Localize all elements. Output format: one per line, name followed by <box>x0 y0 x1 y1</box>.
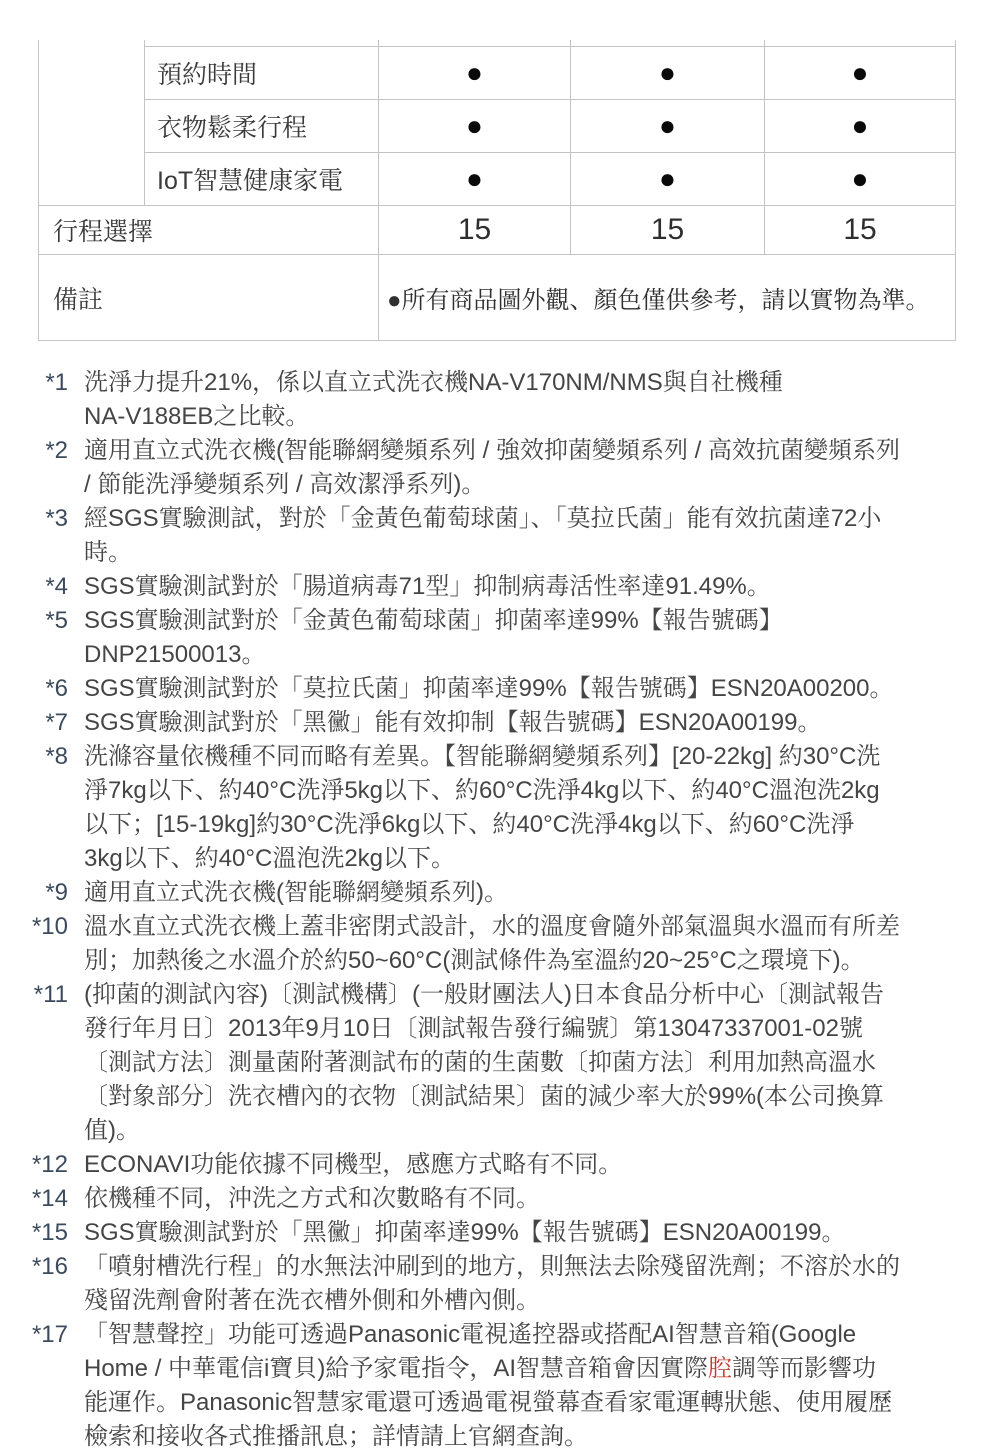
footnote-text <box>84 366 968 434</box>
footnote-line: NA-V188EB之比較。 <box>84 403 310 430</box>
footnote-text <box>84 672 968 706</box>
footnote-text <box>84 1148 968 1182</box>
feature-dot: ● <box>379 153 571 206</box>
footnote-line: (抑菌的測試內容)〔測試機構〕(一般財團法人)日本食品分析中心〔測試報告 <box>84 981 884 1008</box>
footnote-line: 值)。 <box>84 1117 140 1144</box>
footnote-line: 「噴射槽洗行程」的水無法沖刷到的地方，則無法去除殘留洗劑；不溶於水的 <box>84 1253 900 1280</box>
footnote-number: *5 <box>45 607 68 634</box>
footnote-line: 洗淨力提升21%，係以直立式洗衣機NA-V170NM/NMS與自社機種 <box>84 369 783 396</box>
footnote <box>0 706 1000 740</box>
footnote <box>0 570 1000 604</box>
footnote-line: 殘留洗劑會附著在洗衣槽外側和外槽內側。 <box>84 1287 540 1314</box>
spec-comparison-table <box>38 40 956 341</box>
footnote-line: 發行年月日〕2013年9月10日〔測試報告發行編號〕第13047337001-02號 <box>84 1015 863 1042</box>
feature-dot: ● <box>379 47 571 100</box>
program-count-value: 15 <box>571 206 765 255</box>
feature-dot: ● <box>379 100 571 153</box>
footnote-number: *15 <box>31 1219 68 1246</box>
feature-label: 衣物鬆柔行程 <box>145 100 379 153</box>
footnote-line: 時。 <box>84 539 132 566</box>
footnote-line: SGS實驗測試對於「金黃色葡萄球菌」抑菌率達99%【報告號碼】 <box>84 607 783 634</box>
footnote-line: 〔對象部分〕洗衣槽內的衣物〔測試結果〕菌的減少率大於99%(本公司換算 <box>84 1083 885 1110</box>
footnote-line: 洗滌容量依機種不同而略有差異。【智能聯網變頻系列】[20-22kg] 約30°C洗 <box>84 743 881 770</box>
program-count-value: 15 <box>379 206 571 255</box>
feature-dot: ● <box>765 153 956 206</box>
footnote-text <box>84 1216 968 1250</box>
footnote-line: ECONAVI功能依據不同機型，感應方式略有不同。 <box>84 1151 623 1178</box>
footnote <box>0 502 1000 570</box>
footnote-line: 淨7kg以下、約40°C洗淨5kg以下、約60°C洗淨4kg以下、約40°C溫泡洗2kg <box>84 777 880 804</box>
footnote-line: / 節能洗淨變頻系列 / 高效潔淨系列)。 <box>84 471 486 498</box>
program-count-label: 行程選擇 <box>39 206 379 255</box>
footnote-text <box>84 876 968 910</box>
footnote-number: *12 <box>31 1151 68 1178</box>
feature-dot: ● <box>571 47 765 100</box>
footnote-text <box>84 604 968 672</box>
footnote-line: 適用直立式洗衣機(智能聯網變頻系列 / 強效抑菌變頻系列 / 高效抗菌變頻系列 <box>84 437 900 464</box>
footnote-text <box>84 1182 968 1216</box>
footnote <box>0 1148 1000 1182</box>
footnote <box>0 910 1000 978</box>
footnote-line: 3kg以下、約40°C溫泡洗2kg以下。 <box>84 845 456 872</box>
footnote <box>0 604 1000 672</box>
feature-dot: ● <box>765 47 956 100</box>
footnote-line-segment: 調等而影響功 <box>732 1355 877 1382</box>
footnote-line: SGS實驗測試對於「黑黴」能有效抑制【報告號碼】ESN20A00199。 <box>84 709 822 736</box>
footnote-text <box>84 1250 968 1318</box>
feature-dot: ● <box>571 153 765 206</box>
footnote-line: 能運作。Panasonic智慧家電還可透過電視螢幕查看家電運轉狀態、使用履歷 <box>84 1389 893 1416</box>
footnote-line: 別；加熱後之水溫介於約50~60°C(測試條件為室溫約20~25°C之環境下)。 <box>84 947 865 974</box>
footnote-number: *9 <box>45 879 68 906</box>
footnote <box>0 434 1000 502</box>
footnote-text <box>84 502 968 570</box>
footnote-number: *10 <box>31 913 68 940</box>
footnote-number: *14 <box>31 1185 68 1212</box>
footnote-line: 檢索和接收各式推播訊息；詳情請上官網查詢。 <box>84 1423 588 1450</box>
footnote-line: SGS實驗測試對於「黑黴」抑菌率達99%【報告號碼】ESN20A00199。 <box>84 1219 846 1246</box>
program-count-value: 15 <box>765 206 956 255</box>
footnote-number: *3 <box>45 505 68 532</box>
table-row-program-count <box>39 206 956 255</box>
footnote <box>0 876 1000 910</box>
footnote-line: SGS實驗測試對於「莫拉氏菌」抑菌率達99%【報告號碼】ESN20A00200。 <box>84 675 894 702</box>
footnote-line: 「智慧聲控」功能可透過Panasonic電視遙控器或搭配AI智慧音箱(Google <box>84 1321 857 1348</box>
footnote-number: *8 <box>45 743 68 770</box>
rowspan-category-cell <box>39 40 145 206</box>
footnote-number: *4 <box>45 573 68 600</box>
table-row-iot <box>39 153 956 206</box>
footnote-number: *16 <box>31 1253 68 1280</box>
footnote-line: 〔測試方法〕測量菌附著測試布的菌的生菌數〔抑菌方法〕利用加熱高溫水 <box>84 1049 876 1076</box>
table-row-softener-course <box>39 100 956 153</box>
footnote-line: 依機種不同，沖洗之方式和次數略有不同。 <box>84 1185 540 1212</box>
footnote-text <box>84 978 968 1148</box>
footnote <box>0 366 1000 434</box>
footnote-text <box>84 910 968 978</box>
feature-label: 預約時間 <box>145 47 379 100</box>
feature-dot: ● <box>571 100 765 153</box>
footnote-number: *17 <box>31 1321 68 1348</box>
footnote-number: *11 <box>33 981 68 1008</box>
footnote-line: DNP21500013。 <box>84 641 266 668</box>
highlighted-char: 腔 <box>708 1355 733 1382</box>
footnote-line: 經SGS實驗測試，對於「金黃色葡萄球菌」、「莫拉氏菌」能有效抗菌達72小 <box>84 505 882 532</box>
footnote-text <box>84 434 968 502</box>
table-row-remarks <box>39 255 956 341</box>
footnote <box>0 672 1000 706</box>
footnote-number: *2 <box>45 437 68 464</box>
footnote <box>0 978 1000 1148</box>
footnote <box>0 1250 1000 1318</box>
footnote <box>0 740 1000 876</box>
footnote-line: SGS實驗測試對於「腸道病毒71型」抑制病毒活性率達91.49%。 <box>84 573 771 600</box>
footnote-number: *7 <box>45 709 68 736</box>
footnote-line: 以下；[15-19kg]約30°C洗淨6kg以下、約40°C洗淨4kg以下、約60°C洗淨 <box>84 811 855 838</box>
footnote-number: *6 <box>45 675 68 702</box>
feature-dot: ● <box>765 100 956 153</box>
remarks-label: 備註 <box>39 255 379 341</box>
footnote-line: 溫水直立式洗衣機上蓋非密閉式設計，水的溫度會隨外部氣溫與水溫而有所差 <box>84 913 900 940</box>
footnote <box>0 1182 1000 1216</box>
footnote-text <box>84 740 968 876</box>
footnote <box>0 1216 1000 1250</box>
remarks-text: ●所有商品圖外觀、顏色僅供參考，請以實物為準。 <box>379 255 956 341</box>
feature-label: IoT智慧健康家電 <box>145 153 379 206</box>
footnotes-list <box>0 366 1000 1454</box>
footnote-text <box>84 706 968 740</box>
footnote-number: *1 <box>45 369 68 396</box>
footnote-line: 適用直立式洗衣機(智能聯網變頻系列)。 <box>84 879 508 906</box>
table-row-reservation <box>39 47 956 100</box>
spec-table-wrap <box>38 40 956 341</box>
footnote-line <box>84 1352 968 1386</box>
footnote-text <box>84 1318 968 1454</box>
footnote <box>0 1318 1000 1454</box>
footnote-line-segment: Home / 中華電信i寶貝)給予家電指令，AI智慧音箱會因實際 <box>84 1355 709 1382</box>
footnote-text <box>84 570 968 604</box>
